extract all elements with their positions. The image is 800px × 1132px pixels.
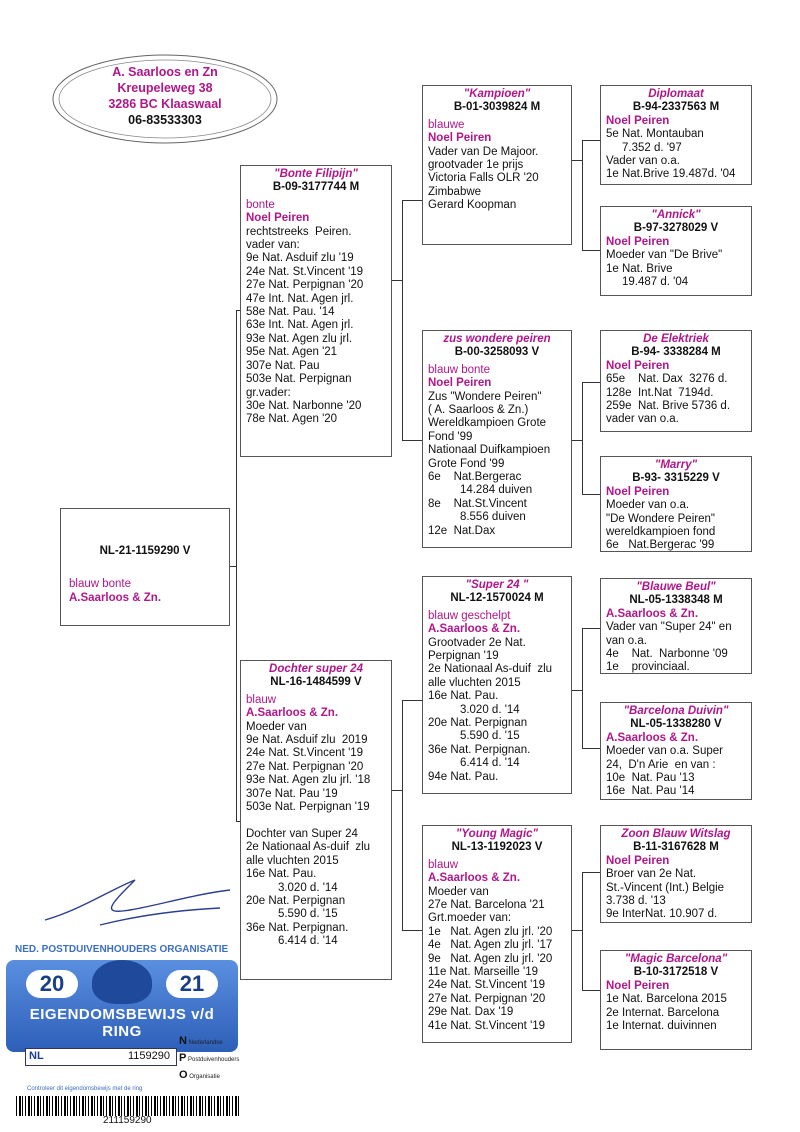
result-line: 58e Nat. Pau. '14	[246, 306, 335, 319]
result-line: Victoria Falls OLR '20	[428, 172, 539, 185]
result-line: Nationaal Duifkampioen	[428, 444, 551, 457]
result-line: Perpignan '19	[428, 650, 499, 663]
ownership-card	[3, 886, 243, 1128]
father-mother-box	[422, 330, 572, 548]
owner-city: 3286 BC Klaaswaal	[108, 97, 222, 111]
result-line: Vader van De Majoor.	[428, 145, 539, 158]
result-line: 6.414 d. '14	[428, 757, 520, 770]
result-line: 6e Nat.Bergerac	[428, 471, 522, 484]
mm-breeder: A.Saarloos & Zn.	[428, 872, 521, 885]
result-line: 5.590 d. '15	[428, 730, 520, 743]
connector	[582, 748, 600, 749]
card-npo: N Nederlandse P Postduivenhouders O Organisatie	[179, 1035, 240, 1081]
g8-breeder: Noel Peiren	[606, 979, 670, 992]
card-ring-number: 1159290	[127, 1050, 170, 1062]
g5-results	[606, 621, 746, 675]
result-line: 20e Nat. Perpignan	[246, 894, 346, 907]
mother-mother-box	[422, 825, 572, 1043]
barcode-number: 211159290	[103, 1115, 152, 1126]
result-line: 47e Int. Nat. Agen jrl.	[246, 292, 354, 305]
result-line: 5.590 d. '15	[246, 908, 338, 921]
connector	[572, 440, 582, 441]
father-color: bonte	[246, 198, 275, 211]
result-line: 30e Nat. Narbonne '20	[246, 399, 362, 412]
result-line: 3.020 d. '14	[246, 881, 338, 894]
result-line: Moeder van o.a.	[606, 499, 690, 512]
result-line: Grt.moeder van:	[428, 912, 512, 925]
card-year-left: 20	[26, 970, 78, 998]
connector	[582, 872, 583, 990]
result-line: 36e Nat. Perpignan.	[428, 743, 531, 756]
g2-name: "Annick"	[651, 209, 701, 221]
result-line: 307e Nat. Pau	[246, 359, 320, 372]
result-line: 8.556 duiven	[428, 511, 526, 524]
fm-results	[428, 391, 566, 538]
result-line: Fond '99	[428, 430, 473, 443]
result-line: 24e Nat. St.Vincent '19	[246, 265, 364, 278]
result-line: Moeder van "De Brive"	[606, 249, 723, 262]
result-line: 6.414 d. '14	[246, 935, 338, 948]
result-line: 16e Nat. Pau.	[246, 868, 317, 881]
gg-box-5	[600, 578, 752, 674]
result-line: 95e Nat. Agen '21	[246, 346, 338, 359]
connector	[402, 200, 403, 440]
mf-color: blauw geschelpt	[428, 609, 511, 622]
card-ring-field	[25, 1048, 177, 1066]
result-line: Grote Fond '99	[428, 457, 505, 470]
result-line: Gerard Koopman	[428, 199, 517, 212]
result-line: 27e Nat. Perpignan '20	[246, 279, 364, 292]
g6-results	[606, 745, 746, 799]
npo-logo-icon	[92, 960, 152, 1004]
result-line: 3.020 d. '14	[428, 703, 520, 716]
g5-breeder: A.Saarloos & Zn.	[606, 607, 699, 620]
result-line: vader van o.a.	[606, 413, 679, 426]
g7-breeder: Noel Peiren	[606, 854, 670, 867]
result-line: St.-Vincent (Int.) Belgie	[606, 881, 725, 894]
mf-results	[428, 637, 566, 784]
result-line: 65e Nat. Dax 3276 d.	[606, 373, 728, 386]
result-line: 24, D'n Arie en van :	[606, 758, 716, 771]
result-line: 94e Nat. Pau.	[428, 770, 499, 783]
result-line: Zimbabwe	[428, 185, 482, 198]
result-line: 6e Nat.Bergerac '99	[606, 539, 715, 552]
father-breeder: Noel Peiren	[246, 212, 310, 225]
g1-name: Diplomaat	[648, 88, 704, 100]
result-line: 27e Nat. Perpignan '20	[246, 760, 364, 773]
result-line: 1e Nat. Brive	[606, 262, 673, 275]
result-line: 11e Nat. Marseille '19	[428, 966, 539, 979]
result-line: 503e Nat. Perpignan '19	[246, 801, 370, 814]
mother-name: Dochter super 24	[269, 663, 363, 675]
ff-ring: B-01-3039824 M	[453, 101, 541, 114]
g6-ring: NL-05-1338280 V	[630, 718, 722, 731]
npo-p: Postduivenhouders	[188, 1057, 240, 1063]
result-line: 16e Nat. Pau.	[428, 690, 499, 703]
gg-box-4	[600, 456, 752, 552]
result-line: 27e Nat. Barcelona '21	[428, 899, 545, 912]
result-line	[246, 814, 386, 827]
g3-ring: B-94- 3338284 M	[631, 346, 721, 359]
father-ring: B-09-3177744 M	[272, 181, 360, 194]
result-line: 20e Nat. Perpignan	[428, 717, 528, 730]
result-line: 10e Nat. Pau '13	[606, 772, 695, 785]
g3-name: De Elektriek	[643, 333, 709, 345]
g3-breeder: Noel Peiren	[606, 359, 670, 372]
result-line: 1e Nat.Brive 19.487d. '04	[606, 168, 736, 181]
mf-name: "Super 24 "	[465, 579, 529, 591]
result-line: 2e Nationaal As-duif zlu	[246, 841, 371, 854]
result-line: 19.487 d. '04	[606, 276, 689, 289]
g8-name: "Magic Barcelona"	[624, 953, 728, 965]
result-line: alle vluchten 2015	[246, 854, 339, 867]
connector	[582, 140, 600, 141]
g3-results	[606, 373, 746, 427]
result-line: ( A. Saarloos & Zn.)	[428, 404, 529, 417]
g4-breeder: Noel Peiren	[606, 485, 670, 498]
main-color: blauw bonte	[69, 578, 132, 591]
fm-name: zus wondere peiren	[443, 333, 551, 345]
result-line: 9e InterNat. 10.907 d.	[606, 908, 718, 921]
gg-box-7	[600, 825, 752, 923]
owner-stamp	[50, 52, 280, 147]
result-line: grootvader 1e prijs	[428, 159, 524, 172]
main-ring: NL-21-1159290 V	[99, 545, 191, 557]
mother-results	[246, 721, 386, 949]
father-name: "Bonte Filipijn"	[274, 168, 358, 180]
result-line: 93e Nat. Agen zlu jrl.	[246, 332, 353, 345]
connector	[582, 250, 600, 251]
g8-results	[606, 993, 746, 1033]
g1-breeder: Noel Peiren	[606, 114, 670, 127]
owner-street: Kreupeleweg 38	[117, 81, 213, 95]
g1-results	[606, 128, 746, 182]
result-line: 3.738 d. '13	[606, 895, 666, 908]
card-country: NL	[29, 1050, 44, 1062]
connector	[392, 280, 402, 281]
npo-o: Organisatie	[189, 1074, 220, 1080]
connector	[582, 628, 600, 629]
main-breeder: A.Saarloos & Zn.	[69, 591, 162, 604]
result-line: 16e Nat. Pau '14	[606, 785, 695, 798]
ff-name: "Kampioen"	[463, 88, 531, 100]
mother-breeder: A.Saarloos & Zn.	[246, 707, 339, 720]
result-line: Vader van "Super 24" en	[606, 621, 732, 634]
result-line: 29e Nat. Dax '19	[428, 1006, 514, 1019]
result-line: 1e Nat. Agen zlu jrl. '20	[428, 925, 553, 938]
g2-results	[606, 249, 746, 289]
owner-name: A. Saarloos en Zn	[112, 65, 218, 79]
mf-breeder: A.Saarloos & Zn.	[428, 623, 521, 636]
owner-phone: 06-83533303	[128, 113, 202, 127]
connector	[392, 790, 402, 791]
connector	[402, 200, 422, 201]
result-line: 1e Nat. Barcelona 2015	[606, 993, 727, 1006]
result-line: 259e Nat. Brive 5736 d.	[606, 400, 731, 413]
result-line: vader van:	[246, 239, 300, 252]
result-line: Broer van 2e Nat.	[606, 868, 697, 881]
result-line: 5e Nat. Montauban	[606, 128, 704, 141]
result-line: 27e Nat. Perpignan '20	[428, 992, 546, 1005]
ff-color: blauwe	[428, 118, 465, 131]
result-line: 41e Nat. St.Vincent '19	[428, 1019, 546, 1032]
connector	[572, 930, 582, 931]
connector	[582, 628, 583, 748]
g7-ring: B-11-3167628 M	[633, 841, 719, 854]
result-line: Moeder van	[246, 720, 307, 733]
result-line: alle vluchten 2015	[428, 676, 521, 689]
result-line: 1e provinciaal.	[606, 661, 690, 674]
result-line: 9e Nat. Asduif zlu '19	[246, 252, 354, 265]
result-line: 7.352 d. '97	[606, 141, 682, 154]
g4-ring: B-93- 3315229 V	[632, 472, 720, 485]
result-line: Grootvader 2e Nat.	[428, 636, 526, 649]
mother-color: blauw	[246, 693, 277, 706]
result-line: "De Wondere Peiren"	[606, 512, 715, 525]
gg-box-2	[600, 206, 752, 296]
father-father-box	[422, 85, 572, 245]
g4-results	[606, 499, 746, 553]
connector	[582, 382, 583, 494]
g5-ring: NL-05-1338348 M	[629, 594, 723, 607]
g7-results	[606, 868, 746, 922]
g1-ring: B-94-2337563 M	[632, 101, 720, 114]
connector	[582, 382, 600, 383]
result-line: 4e Nat. Agen zlu jrl. '17	[428, 939, 553, 952]
gg-box-3	[600, 330, 752, 432]
connector	[236, 310, 237, 822]
result-line: wereldkampioen fond	[606, 526, 716, 539]
mm-results	[428, 886, 566, 1033]
result-line: Zus "Wondere Peiren"	[428, 390, 542, 403]
connector	[402, 440, 422, 441]
ff-breeder: Noel Peiren	[428, 132, 492, 145]
card-org: NED. POSTDUIVENHOUDERS ORGANISATIE	[15, 944, 229, 955]
result-line: Wereldkampioen Grote	[428, 417, 547, 430]
result-line: 9e Nat. Agen zlu jrl. '20	[428, 952, 553, 965]
result-line: 4e Nat. Narbonne '09	[606, 648, 728, 661]
result-line: 307e Nat. Pau '19	[246, 787, 338, 800]
result-line: Moeder van	[428, 885, 489, 898]
g7-name: Zoon Blauw Witslag	[621, 828, 731, 840]
fm-ring: B-00-3258093 V	[454, 346, 540, 359]
connector	[402, 930, 422, 931]
mother-box	[240, 660, 392, 980]
g6-breeder: A.Saarloos & Zn.	[606, 731, 699, 744]
result-line: 24e Nat. St.Vincent '19	[246, 747, 364, 760]
g2-ring: B-97-3278029 V	[633, 222, 719, 235]
result-line: 12e Nat.Dax	[428, 524, 496, 537]
connector	[582, 872, 600, 873]
fm-breeder: Noel Peiren	[428, 377, 492, 390]
g8-ring: B-10-3172518 V	[633, 966, 719, 979]
result-line: 8e Nat.St.Vincent	[428, 497, 527, 510]
connector	[582, 494, 600, 495]
g4-name: "Marry"	[654, 459, 698, 471]
result-line: 2e Nationaal As-duif zlu	[428, 663, 553, 676]
g5-name: "Blauwe Beul"	[636, 581, 716, 593]
result-line: Dochter van Super 24	[246, 827, 358, 840]
card-year-right: 21	[166, 970, 218, 998]
fm-color: blauw bonte	[428, 363, 491, 376]
npo-n: Nederlandse	[188, 1040, 223, 1046]
barcode	[16, 1096, 240, 1116]
g2-breeder: Noel Peiren	[606, 235, 670, 248]
result-line: 93e Nat. Agen zlu jrl. '18	[246, 774, 371, 787]
mother-ring: NL-16-1484599 V	[270, 676, 362, 689]
card-title: EIGENDOMSBEWIJS v/d RING	[29, 1006, 215, 1040]
result-line: 24e Nat. St.Vincent '19	[428, 979, 546, 992]
result-line: 1e Internat. duivinnen	[606, 1020, 717, 1033]
result-line: Vader van o.a.	[606, 155, 680, 168]
main-pigeon-box	[60, 508, 230, 626]
gg-box-1	[600, 85, 752, 185]
result-line: 14.284 duiven	[428, 484, 533, 497]
g6-name: "Barcelona Duivin"	[623, 705, 729, 717]
result-line: van o.a.	[606, 634, 647, 647]
result-line: Moeder van o.a. Super	[606, 745, 723, 758]
gg-box-6	[600, 702, 752, 800]
connector	[572, 690, 582, 691]
connector	[582, 990, 600, 991]
result-line: 503e Nat. Perpignan	[246, 373, 352, 386]
result-line: 9e Nat. Asduif zlu 2019	[246, 734, 368, 747]
mm-color: blauw	[428, 858, 459, 871]
connector	[402, 700, 422, 701]
father-box	[240, 165, 392, 457]
result-line: 63e Int. Nat. Agen jrl.	[246, 319, 354, 332]
result-line: 36e Nat. Perpignan.	[246, 921, 349, 934]
connector	[582, 140, 583, 250]
mm-ring: NL-13-1192023 V	[451, 841, 543, 854]
ff-results	[428, 146, 566, 213]
result-line: 2e Internat. Barcelona	[606, 1006, 720, 1019]
mm-name: "Young Magic"	[455, 828, 539, 840]
father-results	[246, 226, 386, 427]
result-line: 128e Int.Nat 7194d.	[606, 386, 714, 399]
result-line: gr.vader:	[246, 386, 291, 399]
connector	[572, 160, 582, 161]
connector	[402, 700, 403, 930]
mf-ring: NL-12-1570024 M	[450, 592, 544, 605]
result-line: rechtstreeks Peiren.	[246, 225, 352, 238]
gg-box-8	[600, 950, 752, 1050]
mother-father-box	[422, 576, 572, 794]
card-control-text: Controleer dit eigendomsbewijs met de ring	[27, 1086, 143, 1092]
result-line: 78e Nat. Agen '20	[246, 413, 338, 426]
